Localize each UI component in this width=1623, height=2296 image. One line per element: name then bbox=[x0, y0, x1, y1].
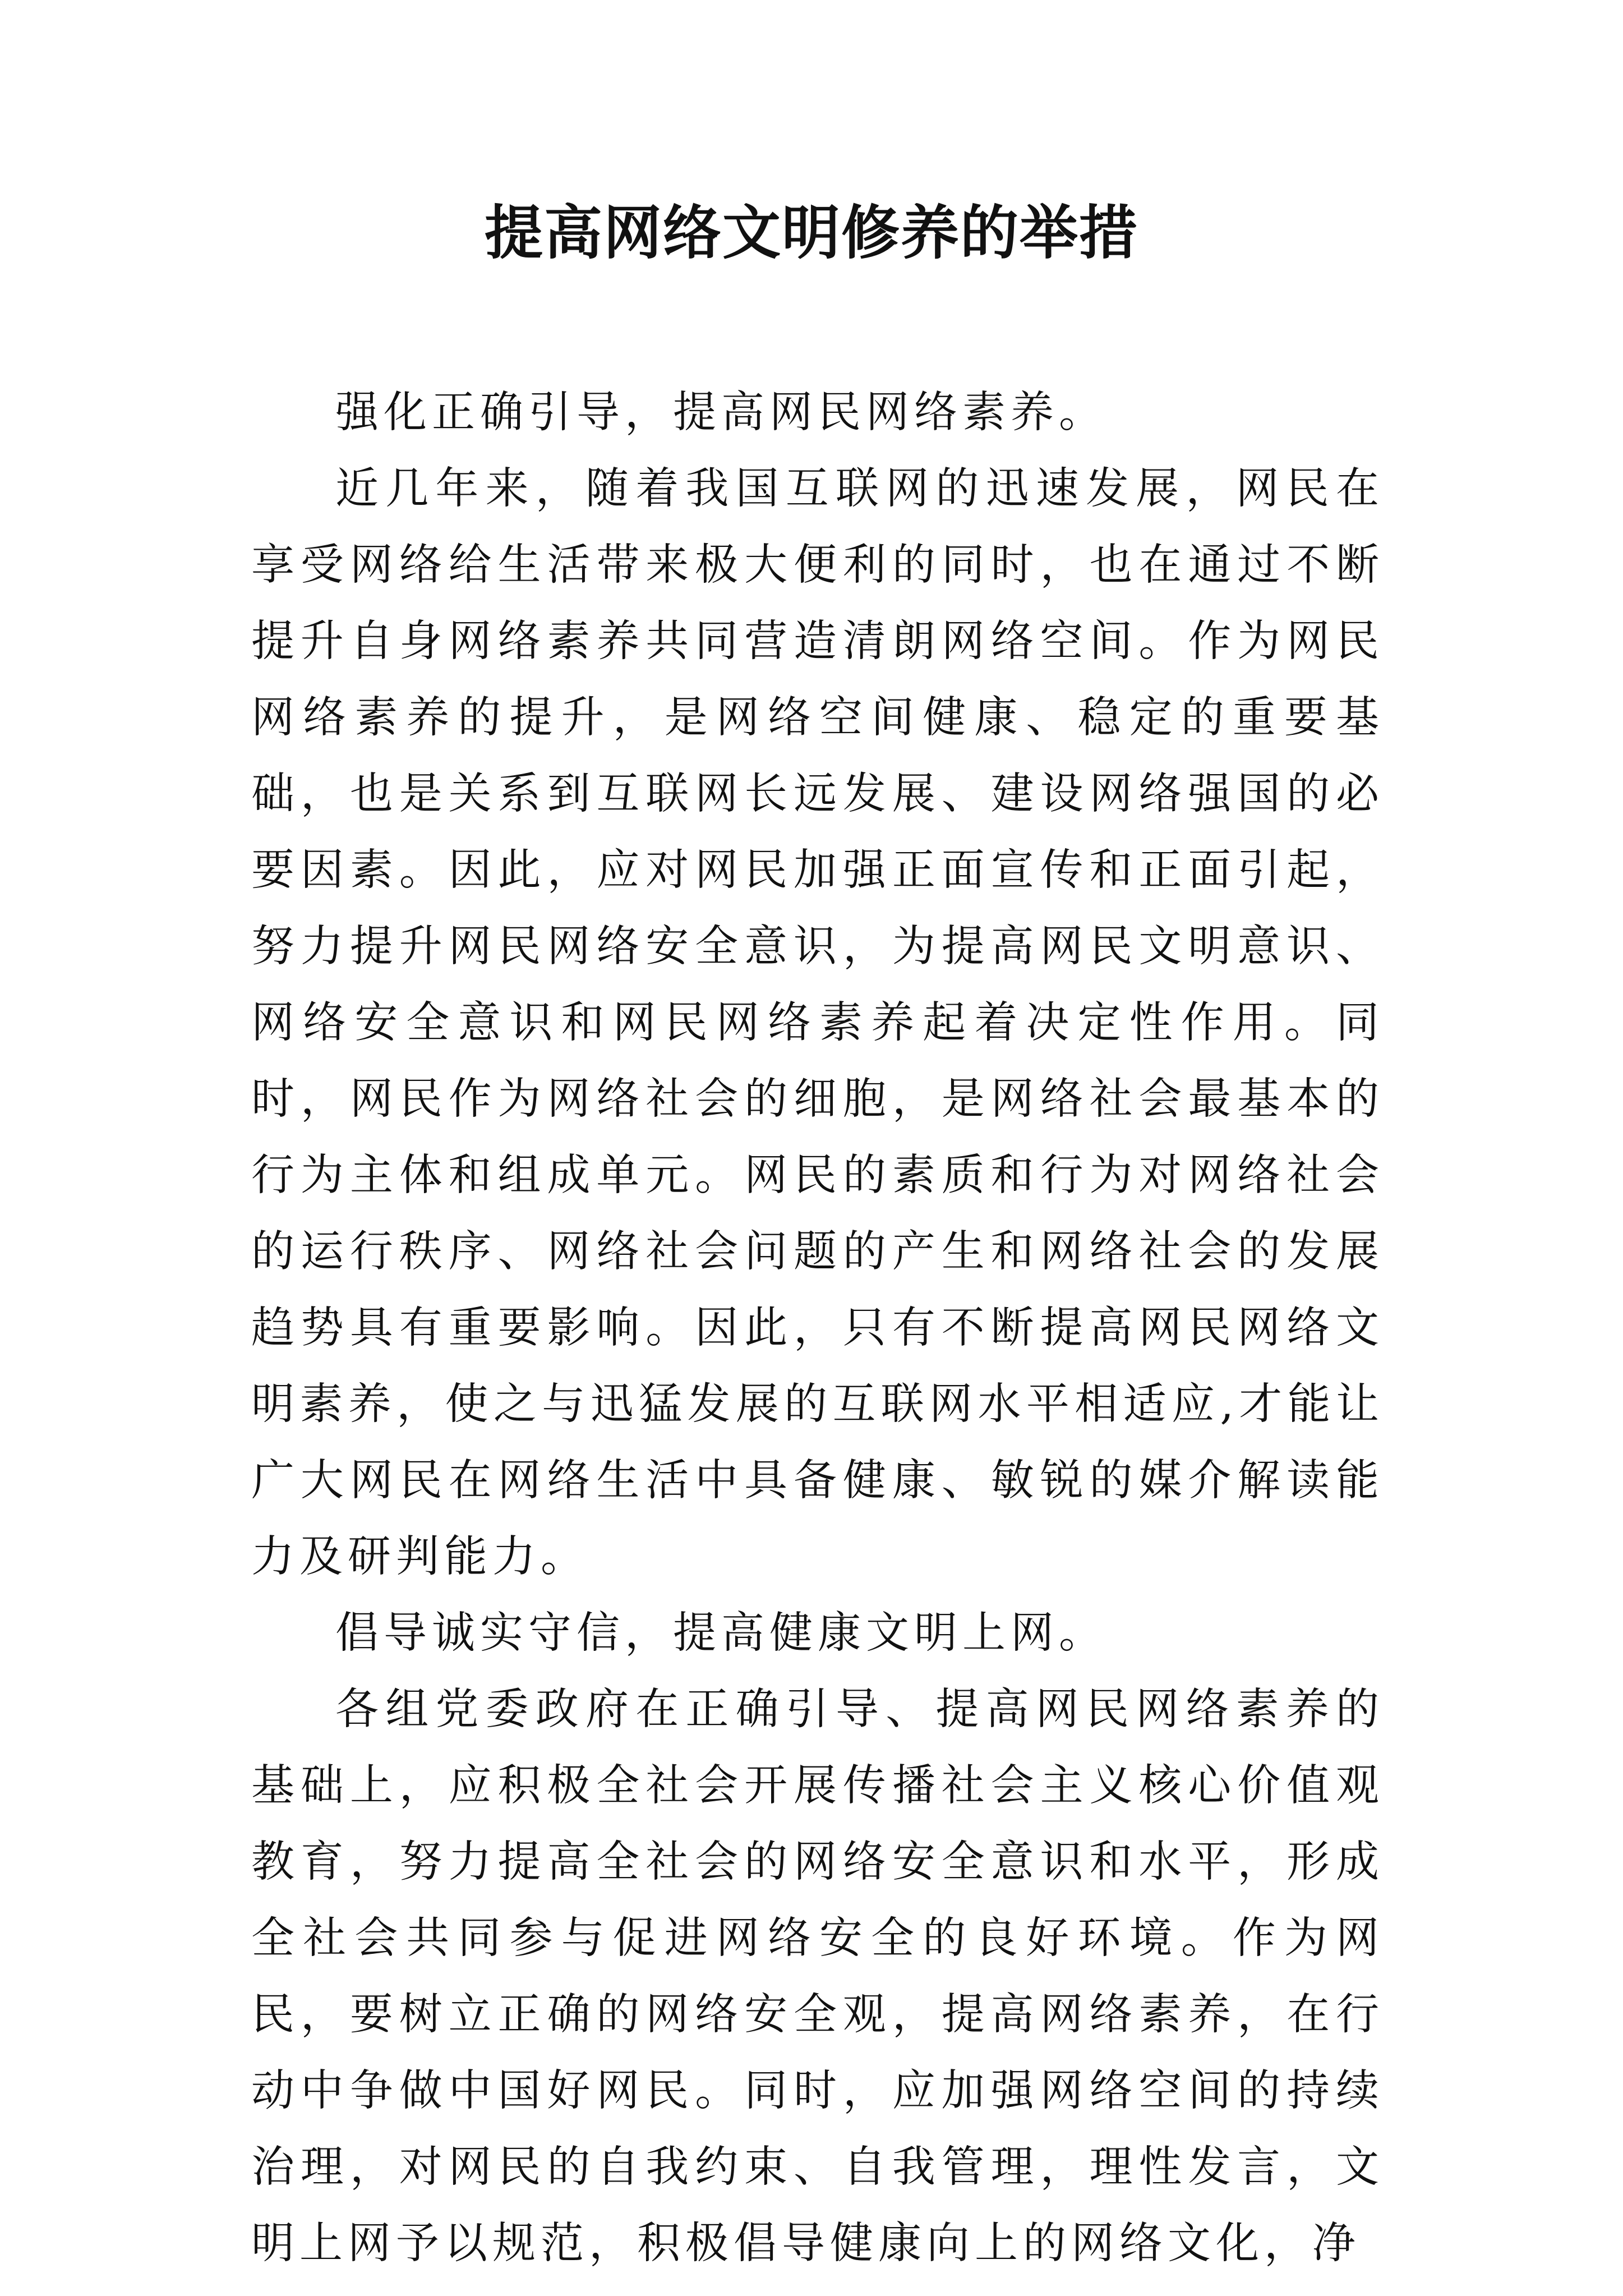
document-body bbox=[251, 375, 1384, 2282]
paragraph-body-1: 近几年来，随着我国互联网的迅速发展，网民在享受网络给生活带来极大便利的同时，也在通过不断提升自身网络素养共同营造清朗网络空间。作为网民网络素养的提升，是网络空间健康、稳定的重要基础，也是关系到互联网长远发展、建设网络强国的必要因素。因此，应对网民加强正面宣传和正面引起，努力提升网民网络安全意识，为提高网民文明意识、网络安全意识和网民网络素养起着决定性作用。同时，网民作为网络社会的细胞，是网络社会最基本的行为主体和组成单元。网民的素质和行为对网络社会的运行秩序、网络社会问题的产生和网络社会的发展趋势具有重要影响。因此，只有不断提高网民网络文明素养，使之与迅猛发展的互联网水平相适应,才能让广大网民在网络生活中具备健康、敏锐的媒介解读能力及研判能力。 bbox=[251, 464, 1384, 1582]
document-title: 提高网络文明修养的举措 bbox=[484, 199, 1138, 267]
paragraph-heading-2: 倡导诚实守信，提高健康文明上网。 bbox=[335, 1608, 1107, 1658]
paragraph-body-2: 各组党委政府在正确引导、提高网民网络素养的基础上，应积极全社会开展传播社会主义核心价值观教育，努力提高全社会的网络安全意识和水平，形成全社会共同参与促进网络安全的良好环境。作为网民，要树立正确的网络安全观，提高网络素养，在行动中争做中国好网民。同时，应加强网络空间的持续治理，对网民的自我约束、自我管理，理性发言，文明上网予以规范，积极倡导健康向上的网络文化，净 bbox=[251, 1685, 1384, 2269]
paragraph-heading-1: 强化正确引导，提高网民网络素养。 bbox=[335, 388, 1107, 438]
